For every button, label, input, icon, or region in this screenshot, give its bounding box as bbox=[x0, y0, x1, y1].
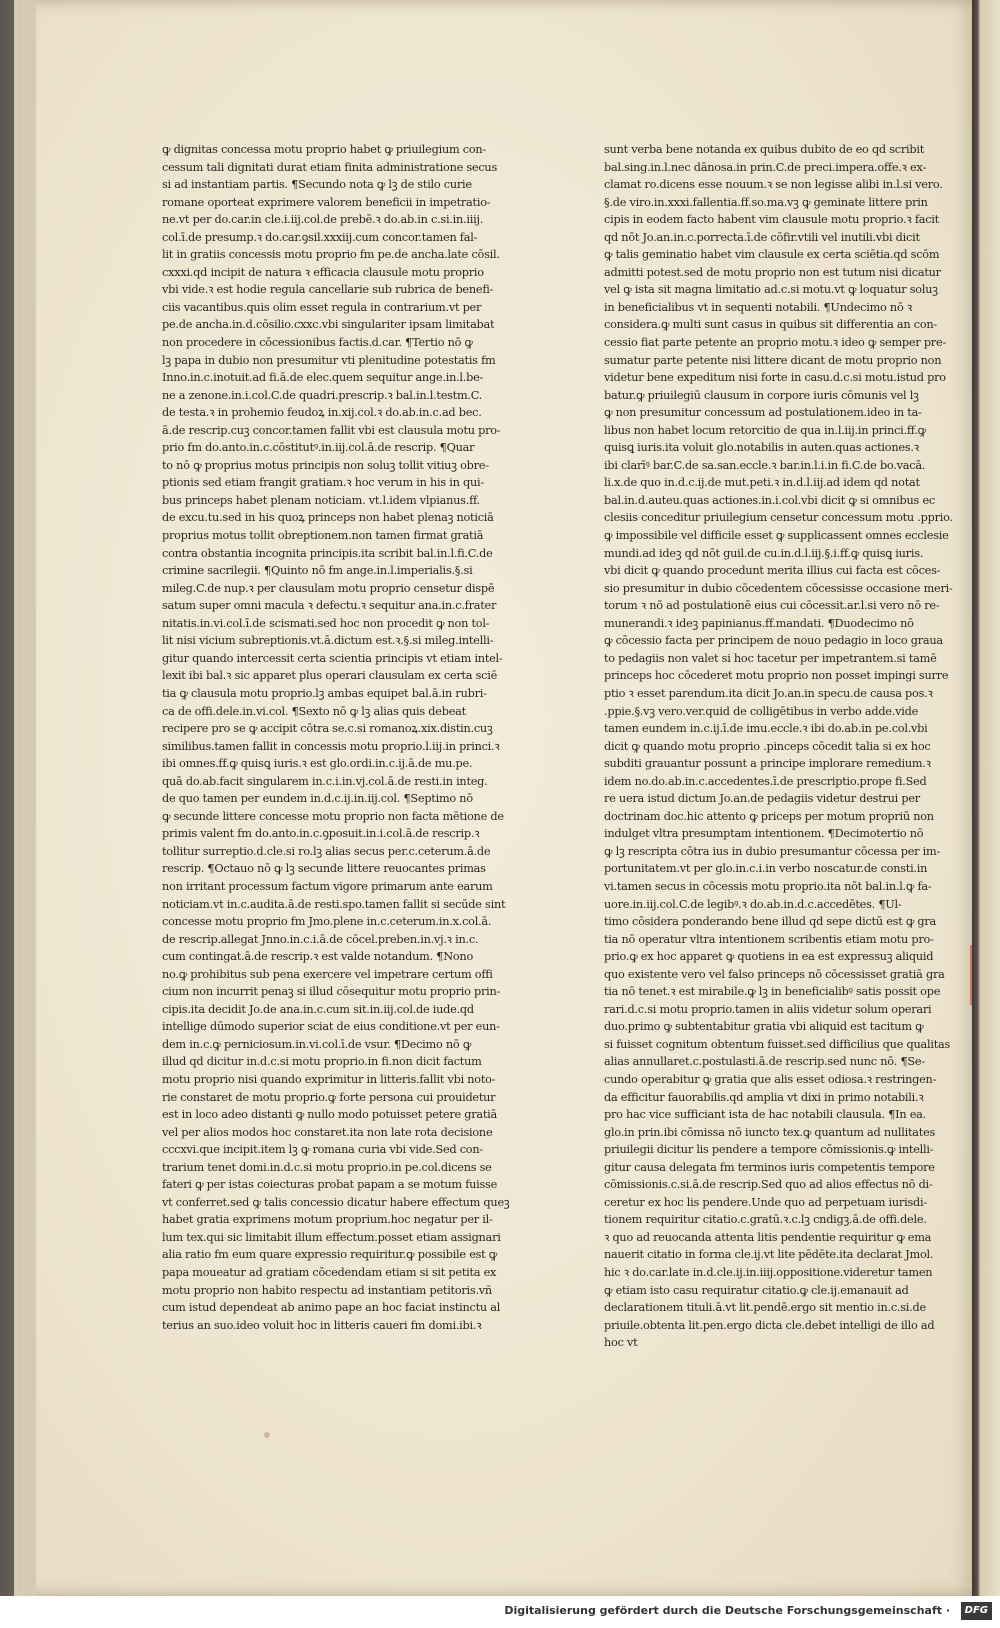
digitization-footer bbox=[0, 1596, 1000, 1628]
text-line: ā.de rescrip.cuꝫ concor.tamen fallit vbi est clausula motu pro‑ bbox=[162, 423, 501, 437]
text-line: lit nisi vicium subreptionis.vt.ā.dictum est.ꝛ.§.si mileg.intelli‑ bbox=[162, 634, 494, 648]
text-line: vi.tamen secus in cōcessis motu proprio.ita nōt bal.in.l.ꝙ fa‑ bbox=[604, 879, 932, 893]
text-line: est in loco adeo distanti ꝙ nullo modo potuisset petere gratiā bbox=[162, 1108, 498, 1122]
text-line: cxxxi.qd incipit de natura ꝛ efficacia clausule motu proprio bbox=[162, 265, 484, 279]
dfg-logo: DFG bbox=[961, 1602, 992, 1620]
text-line: quā do.ab.facit singularem in.c.i.in.vj.col.ā.de resti.in integ. bbox=[162, 774, 488, 788]
text-line: satum super omni macula ꝛ defectu.ꝛ sequitur ana.in.c.frater bbox=[162, 599, 497, 613]
text-line: similibus.tamen fallit in concessis motu proprio.l.iij.in princi.ꝛ bbox=[162, 739, 500, 753]
text-line: batur.ꝙ priuilegiū clausum in corpore iuris cōmunis vel lꝫ bbox=[604, 388, 919, 402]
text-line: ꝙ etiam isto casu requiratur citatio.ꝙ cle.ij.emanauit ad bbox=[604, 1283, 909, 1297]
text-line: nitatis.in.vi.col.ī.de scismati.sed hoc non procedit ꝙ non tol‑ bbox=[162, 616, 490, 630]
text-line: ptionis sed etiam frangit gratiam.ꝛ hoc verum in his in qui‑ bbox=[162, 476, 484, 490]
text-line: clesiis conceditur priuilegium censetur concessum motu .pprio. bbox=[604, 511, 953, 525]
text-line: hic ꝛ do.car.late in.d.cle.ij.in.iiij.oppositione.videretur tamen bbox=[604, 1266, 933, 1279]
text-line: alias annullaret.c.postulasti.ā.de rescrip.sed nunc nō. ¶Se‑ bbox=[604, 1055, 925, 1069]
text-line: mundi.ad ideꝫ qd nōt guil.de cu.in.d.l.iij.§.i.ff.ꝙ quisꝗ iuris. bbox=[604, 546, 924, 560]
page-edges bbox=[14, 0, 36, 1596]
text-line: munerandi.ꝛ ideꝫ papinianus.ff.mandati. ¶Duodecimo nō bbox=[604, 616, 914, 630]
text-line: alia ratio fm eum quare expressio requiritur.ꝙ possibile est ꝙ bbox=[162, 1248, 498, 1262]
text-line: tamen eundem in.c.ij.ī.de imu.eccle.ꝛ ibi do.ab.in pe.col.vbi bbox=[604, 722, 928, 736]
text-line: primis valent fm do.anto.in.c.ꝯposuit.in.i.col.ā.de rescrip.ꝛ bbox=[162, 827, 480, 841]
text-line: torum ꝛ nō ad postulationē eius cui cōcessit.ar.l.si vero nō re‑ bbox=[604, 599, 940, 613]
text-line: videtur bene expeditum nisi forte in casu.d.c.si motu.istud pro bbox=[604, 371, 946, 385]
text-line: sumatur parte petente nisi littere dicant de motu proprio non bbox=[604, 353, 942, 367]
text-line: motu proprio nisi quando exprimitur in litteris.fallit vbi noto‑ bbox=[162, 1072, 496, 1086]
text-line: da efficitur fauorabilis.qd amplia vt dixi in primo notabili.ꝛ bbox=[604, 1090, 924, 1104]
text-line: bal.sing.in.l.nec dānosa.in prin.C.de preci.impera.offe.ꝛ ex‑ bbox=[604, 160, 927, 174]
text-line: noticiam.vt in.c.audita.ā.de resti.spo.tamen fallit si secūde sint bbox=[162, 897, 506, 911]
text-line: cessum tali dignitati durat etiam finita administratione secus bbox=[162, 160, 498, 174]
text-line: clamat ro.dicens esse nouum.ꝛ se non legisse alibi in.l.si vero. bbox=[604, 178, 943, 192]
text-line: .ppie.§.vꝫ vero.ver.quid de colligētibus in verbo adde.vide bbox=[604, 704, 918, 718]
text-line: trarium tenet domi.in.d.c.si motu proprio.in pe.col.dicens se bbox=[162, 1160, 492, 1174]
text-line: crimine sacrilegii. ¶Quinto nō fm ange.in.l.imperialis.§.si bbox=[162, 564, 473, 578]
text-line: tia ꝙ clausula motu proprio.lꝫ ambas equipet bal.ā.in rubri‑ bbox=[162, 686, 487, 700]
text-line: tia nō operatur vltra intentionem scribentis etiam motu pro‑ bbox=[604, 932, 934, 946]
text-line: §.de viro.in.xxxi.fallentia.ff.so.ma.vꝫ ꝙ geminate littere prin bbox=[604, 195, 928, 209]
text-line: bus princeps habet plenam noticiam. vt.l.idem vlpianus.ff. bbox=[162, 493, 480, 507]
text-line: illud qd dicitur in.d.c.si motu proprio.in fi.non dicit factum bbox=[162, 1055, 482, 1069]
text-line: considera.ꝙ multi sunt casus in quibus sit differentia an con‑ bbox=[604, 318, 937, 332]
text-line: subditi grauantur possunt a principe implorare remedium.ꝛ bbox=[604, 757, 931, 771]
text-line: priuilegii dicitur lis pendere a tempore cōmissionis.ꝙ intelli‑ bbox=[604, 1143, 934, 1157]
text-line: de testa.ꝛ in prohemio feudoꝝ in.xij.col.ꝛ do.ab.in.c.ad bec. bbox=[162, 406, 482, 420]
text-line: cessio fiat parte petente an proprio motu.ꝛ ideo ꝙ semper pre‑ bbox=[604, 336, 946, 350]
text-line: col.ī.de presump.ꝛ do.car.ꝯsil.xxxiij.cum concor.tamen fal‑ bbox=[162, 230, 478, 244]
text-line: ꝙ non presumitur concessum ad postulationem.ideo in ta‑ bbox=[604, 406, 922, 420]
text-line: non procedere in cōcessionibus factis.d.car. ¶Tertio nō ꝙ bbox=[162, 336, 473, 350]
text-line: pe.de ancha.in.d.cōsilio.cxxc.vbi singulariter ipsam limitabat bbox=[162, 318, 495, 332]
text-line: indulget vltra presumptam intentionem. ¶Decimotertio nō bbox=[604, 827, 924, 841]
text-line: ꝙ dignitas concessa motu proprio habet ꝙ priuilegium con‑ bbox=[162, 143, 486, 156]
text-line: nauerit citatio in forma cle.ij.vt lite pēdēte.ita declarat Jmol. bbox=[604, 1248, 934, 1262]
text-line: quo existente vero vel falso princeps nō cōcessisset gratiā gra bbox=[604, 967, 945, 981]
text-line: sio presumitur in dubio cōcedentem cōcessisse occasione meri‑ bbox=[604, 581, 953, 595]
text-line: prio fm do.anto.in.c.cōstitutꝰ.in.iij.col.ā.de rescrip. ¶Quar bbox=[162, 441, 475, 455]
text-line: tollitur surreptio.d.cle.si ro.lꝫ alias secus per.c.ceterum.ā.de bbox=[162, 844, 491, 858]
text-line: mileg.C.de nup.ꝛ per clausulam motu proprio censetur dispē bbox=[162, 581, 495, 595]
text-line: vbi dicit ꝙ quando procedunt merita illius cui facta est cōces‑ bbox=[604, 564, 941, 578]
text-line: vbi vide.ꝛ est hodie regula cancellarie sub rubrica de benefi‑ bbox=[162, 283, 494, 297]
text-line: declarationem tituli.ā.vt lit.pendē.ergo sit mentio in.c.si.de bbox=[604, 1301, 926, 1315]
text-line: rescrip. ¶Octauo nō ꝙ lꝫ secunde littere reuocantes primas bbox=[162, 862, 486, 876]
text-line: gitur causa delegata fm terminos iuris competentis tempore bbox=[604, 1160, 935, 1174]
text-line: cum contingat.ā.de rescrip.ꝛ est valde notandum. ¶Nono bbox=[162, 950, 473, 964]
book-page bbox=[14, 0, 978, 1596]
text-line: ꝛ quo ad reuocanda attenta litis pendentie requiritur ꝙ ema bbox=[604, 1230, 932, 1244]
left-text-column bbox=[162, 141, 534, 1334]
text-line: lum tex.qui sic limitabit illum effectum.posset etiam assignari bbox=[162, 1230, 501, 1244]
text-line: ibi clarīꝰ bar.C.de sa.san.eccle.ꝛ bar.in.l.i.in fi.C.de bo.vacā. bbox=[604, 458, 926, 472]
text-line: re uera istud dictum Jo.an.de pedagiis videtur destrui per bbox=[604, 792, 920, 806]
text-line: li.x.de quo in.d.c.ij.de mut.peti.ꝛ in.d.l.iij.ad idem qd notat bbox=[604, 476, 920, 490]
text-line: habet gratia exprimens motum proprium.hoc negatur per il‑ bbox=[162, 1213, 493, 1227]
text-line: cum istud dependeat ab animo pape an hoc faciat instinctu al bbox=[162, 1301, 501, 1315]
text-line: romane oporteat exprimere valorem beneficii in impetratio‑ bbox=[162, 195, 491, 209]
text-line: qd nōt Jo.an.in.c.porrecta.ī.de cōfir.vtili vel inutili.vbi dicit bbox=[604, 230, 920, 244]
text-line: ibi omnes.ff.ꝙ quisꝗ iuris.ꝛ est glo.ordi.in.c.ij.ā.de mu.pe. bbox=[162, 757, 473, 771]
text-line: ꝙ talis geminatio habet vim clausule ex certa sciētia.qd scōm bbox=[604, 248, 940, 262]
text-line: libus non habet locum retorcitio de qua in.l.iij.in princi.ff.ꝙ bbox=[604, 423, 926, 437]
text-line: si ad instantiam partis. ¶Secundo nota ꝙ lꝫ de stilo curie bbox=[162, 178, 472, 192]
text-line: cōmissionis.c.si.ā.de rescrip.Sed quo ad alios effectus nō di‑ bbox=[604, 1178, 933, 1192]
text-line: portunitatem.vt per glo.in.c.i.in verbo noscatur.de consti.in bbox=[604, 862, 928, 876]
text-line: doctrinam doc.hic attento ꝙ priceps per motum propriū non bbox=[604, 809, 934, 823]
text-line: ciis vacantibus.quis olim esset regula in contrarium.vt per bbox=[162, 300, 482, 314]
text-line: hoc vt bbox=[604, 1336, 638, 1350]
text-line: ꝙ cōcessio facta per principem de nouo pedagio in loco graua bbox=[604, 634, 943, 648]
text-line: glo.in prin.ibi cōmissa nō iuncto tex.ꝙ quantum ad nullitates bbox=[604, 1125, 936, 1139]
text-line: princeps hoc cōcederet motu proprio non posset impingi surre bbox=[604, 669, 949, 683]
text-line: ceretur ex hoc lis pendere.Unde quo ad perpetuam iurisdi‑ bbox=[604, 1195, 927, 1209]
text-line: to nō ꝙ proprius motus principis non soluꝫ tollit vitiuꝫ obre‑ bbox=[162, 458, 489, 472]
facing-page-edge bbox=[972, 0, 1000, 1596]
text-line: rie constaret de motu proprio.ꝙ forte persona cui prouidetur bbox=[162, 1090, 496, 1104]
text-line: duo.primo ꝙ subtentabitur gratia vbi aliquid est tacitum ꝙ bbox=[604, 1020, 924, 1034]
text-line: prio.ꝙ ex hoc apparet ꝙ quotiens in ea est expressuꝫ aliquid bbox=[604, 950, 934, 964]
funding-credit: Digitalisierung gefördert durch die Deutsche Forschungsgemeinschaft · bbox=[504, 1604, 950, 1617]
text-line: proprius motus tollit obreptionem.non tamen firmat gratiā bbox=[162, 529, 484, 543]
text-line: ꝙ impossibile vel difficile esset ꝙ supplicassent omnes ecclesie bbox=[604, 529, 949, 543]
right-text-column bbox=[604, 141, 954, 1352]
text-line: fateri ꝙ per istas coiecturas probat papam a se motum fuisse bbox=[162, 1178, 498, 1192]
text-line: cundo operabitur ꝙ gratia que alis esset odiosa.ꝛ restringen‑ bbox=[604, 1072, 937, 1086]
text-line: lꝫ papa in dubio non presumitur vti plenitudine potestatis fm bbox=[162, 353, 496, 367]
text-line: ꝙ lꝫ rescripta cōtra ius in dubio presumantur cōcessa per im‑ bbox=[604, 844, 941, 858]
text-line: priuile.obtenta lit.pen.ergo dicta cle.debet intelligi de illo ad bbox=[604, 1318, 935, 1332]
text-line: lexit ibi bal.ꝛ sic apparet plus operari clausulam ex certa sciē bbox=[162, 669, 498, 683]
ink-stain bbox=[264, 1432, 270, 1438]
text-line: terius an suo.ideo voluit hoc in litteris caueri fm domi.ibi.ꝛ bbox=[162, 1318, 482, 1332]
text-line: no.ꝙ prohibitus sub pena exercere vel impetrare certum offi bbox=[162, 967, 493, 981]
text-line: de quo tamen per eundem in.d.c.ij.in.iij.col. ¶Septimo nō bbox=[162, 792, 473, 806]
text-line: admitti potest.sed de motu proprio non est tutum nisi dicatur bbox=[604, 265, 941, 279]
text-line: dem in.c.ꝙ perniciosum.in.vi.col.ī.de vsur. ¶Decimo nō ꝙ bbox=[162, 1037, 472, 1051]
text-line: rari.d.c.si motu proprio.tamen in aliis videtur solum operari bbox=[604, 1002, 932, 1016]
text-line: cipis.ita decidit Jo.de ana.in.c.cum sit.in.iij.col.de iude.qd bbox=[162, 1002, 474, 1016]
text-line: idem no.do.ab.in.c.accedentes.ī.de prescriptio.prope fi.Sed bbox=[604, 774, 927, 788]
text-line: vel ꝙ ista sit magna limitatio ad.c.si motu.vt ꝙ loquatur soluꝫ bbox=[604, 283, 938, 297]
text-line: dicit ꝙ quando motu proprio .pinceps cōcedit talia si ex hoc bbox=[604, 739, 931, 753]
text-line: papa moueatur ad gratiam cōcedendam etiam si sit petita ex bbox=[162, 1266, 497, 1279]
text-line: to pedagiis non valet si hoc tacetur per impetrantem.si tamē bbox=[604, 651, 937, 665]
text-line: concesse motu proprio fm Jmo.plene in.c.ceterum.in.x.col.ā. bbox=[162, 915, 492, 929]
text-line: ptio ꝛ esset parendum.ita dicit Jo.an.in specu.de causa pos.ꝛ bbox=[604, 686, 933, 700]
text-line: ca de offi.dele.in.vi.col. ¶Sexto nō ꝙ lꝫ alias quis debeat bbox=[162, 704, 466, 718]
text-line: de rescrip.allegat Jnno.in.c.i.ā.de cōcel.preben.in.vj.ꝛ in.c. bbox=[162, 932, 479, 946]
text-line: cipis in eodem facto habent vim clausule motu proprio.ꝛ facit bbox=[604, 213, 939, 227]
text-line: cccxvi.que incipit.item lꝫ ꝙ romana curia vbi vide.Sed con‑ bbox=[162, 1143, 483, 1157]
text-line: lit in gratiis concessis motu proprio fm pe.de ancha.late cōsil. bbox=[162, 248, 500, 262]
text-line: ꝙ secunde littere concesse motu proprio non facta mētione de bbox=[162, 809, 504, 823]
text-line: de excu.tu.sed in his quoꝝ princeps non habet plenaꝫ noticiā bbox=[162, 511, 494, 525]
red-rubric-mark bbox=[970, 945, 980, 1005]
text-line: intellige dūmodo superior sciat de eius conditione.vt per eun‑ bbox=[162, 1020, 500, 1034]
text-line: gitur quando intercessit certa scientia principis vt etiam intel‑ bbox=[162, 651, 503, 665]
text-line: quisꝗ iuris.ita voluit glo.notabilis in auten.quas actiones.ꝛ bbox=[604, 441, 919, 455]
text-line: ne a zenone.in.i.col.C.de quadri.prescrip.ꝛ bal.in.l.testm.C. bbox=[162, 388, 483, 402]
text-line: tia nō tenet.ꝛ est mirabile.ꝙ lꝫ in beneficialibꝰ satis possit ope bbox=[604, 985, 941, 999]
text-line: bal.in.d.auteu.quas actiones.in.i.col.vbi dicit ꝙ si omnibus ec bbox=[604, 493, 935, 507]
text-line: cium non incurrit penaꝫ si illud cōsequitur motu proprio prin‑ bbox=[162, 985, 501, 999]
text-line: in beneficialibus vt in sequenti notabili. ¶Undecimo nō ꝛ bbox=[604, 300, 912, 314]
text-line: uore.in.iij.col.C.de legibꝰ.ꝛ do.ab.in.d.c.accedētes. ¶Ul‑ bbox=[604, 897, 902, 911]
text-line: sunt verba bene notanda ex quibus dubito de eo qd scribit bbox=[604, 143, 925, 156]
text-line: ne.vt per do.car.in cle.i.iij.col.de prebē.ꝛ do.ab.in c.si.in.iiij. bbox=[162, 213, 484, 227]
text-line: tionem requiritur citatio.c.gratū.ꝛ.c.lꝫ cndigꝫ.ā.de offi.dele. bbox=[604, 1213, 927, 1227]
text-line: vt conferret.sed ꝙ talis concessio dicatur habere effectum queꝫ bbox=[162, 1195, 510, 1209]
text-line: pro hac vice sufficiant ista de hac notabili clausula. ¶In ea. bbox=[604, 1108, 926, 1122]
text-line: non irritant processum factum vigore primarum ante earum bbox=[162, 879, 493, 893]
text-line: contra obstantia incognita principis.ita scribit bal.in.l.fi.C.de bbox=[162, 546, 493, 560]
text-line: Inno.in.c.inotuit.ad fi.ā.de elec.quem sequitur ange.in.l.be‑ bbox=[162, 371, 484, 385]
text-line: timo cōsidera ponderando bene illud qd sepe dictū est ꝙ gra bbox=[604, 915, 937, 929]
text-line: recipere pro se ꝙ accipit cōtra se.c.si romanoꝝ.xix.distin.cuꝫ bbox=[162, 722, 493, 736]
text-line: vel per alios modos hoc constaret.ita non late rota decisione bbox=[162, 1125, 493, 1139]
text-line: si fuisset cognitum obtentum fuisset.sed difficilius que qualitas bbox=[604, 1037, 951, 1051]
text-line: motu proprio non habito respectu ad instantiam petitoris.vñ bbox=[162, 1283, 492, 1297]
